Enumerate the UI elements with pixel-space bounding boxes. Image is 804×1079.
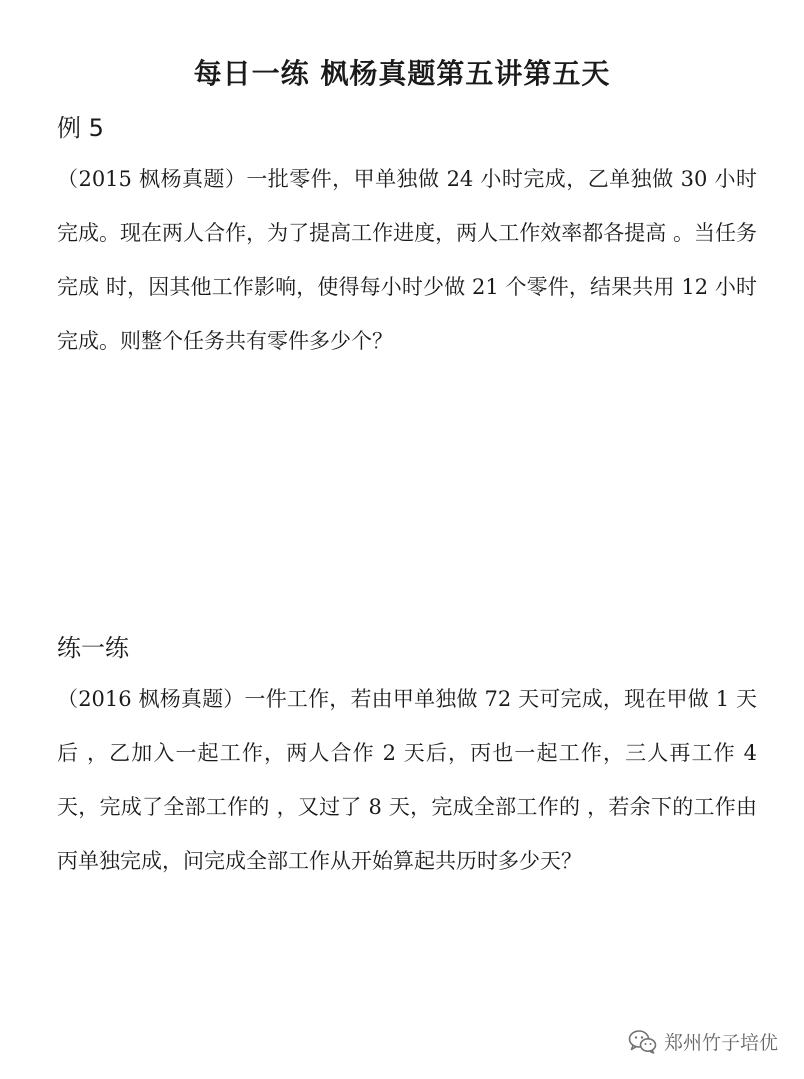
page-title: 每日一练 枫杨真题第五讲第五天 [193, 57, 611, 90]
practice-heading: 练一练 [57, 634, 129, 662]
watermark [628, 1028, 778, 1055]
example-problem-text: （2015 枫杨真题）一批零件，甲单独做 24 小时完成，乙单独做 30 小时完成。现在两人合作，为了提高工作进度，两人工作效率都各提高 。当任务完成 时，因其他工作影响，使得每小时少做 21 个零件，结果共用 12 小时完成。则整个任务共有零件多少个？ [57, 167, 757, 353]
example-heading: 例 5 [57, 114, 104, 142]
wechat-icon [628, 1029, 658, 1055]
watermark-text: 郑州竹子培优 [663, 1032, 778, 1054]
practice-problem-text: （2016 枫杨真题）一件工作，若由甲单独做 72 天可完成，现在甲做 1 天后 ，乙加入一起工作，两人合作 2 天后，丙也一起工作，三人再工作 4 天，完成了全部工作的 ，又过了 8 天，完成全部工作的 ，若余下的工作由丙单独完成，问完成全部工作从开始算起共历时多少天？ [57, 687, 757, 873]
